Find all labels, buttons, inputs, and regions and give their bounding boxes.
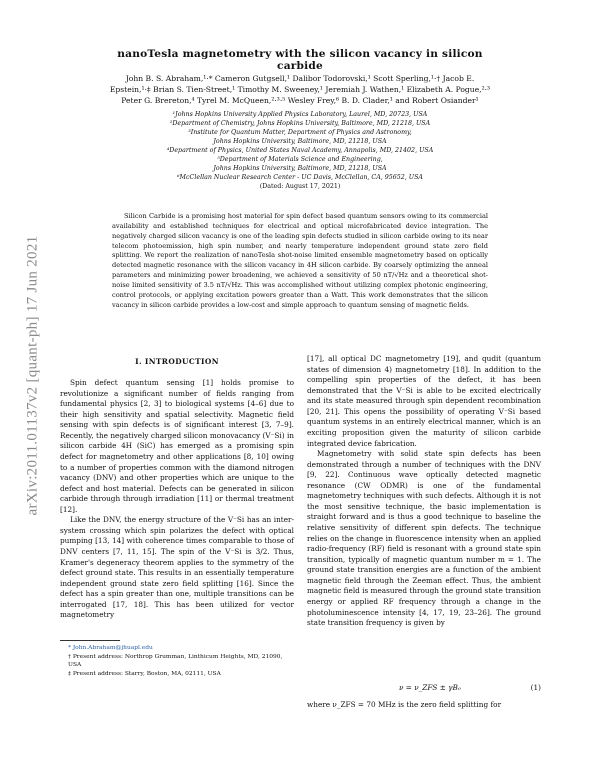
- affiliation-line: ⁴Department of Physics, United States Naval Academy, Annapolis, MD, 21402, USA: [166, 147, 434, 154]
- affiliation-line: ¹Johns Hopkins University Applied Physics Laboratory, Laurel, MD, 20723, USA: [172, 111, 428, 118]
- right-column: [307, 354, 541, 629]
- dated-line: (Dated: August 17, 2021): [259, 183, 341, 190]
- affiliation-line: Johns Hopkins University, Baltimore, MD, 21218, USA: [213, 138, 387, 145]
- equation-text: ν = ν_ZFS ± γB₀: [399, 683, 461, 692]
- arxiv-identifier: arXiv:2011.01137v2 [quant-ph] 17 Jun 2021: [24, 235, 41, 515]
- abstract: Silicon Carbide is a promising host material for spin defect based quantum sensors owing to its commercial availability and established techniques for electrical and optical microfabricated device integration. The negatively charged silicon vacancy is one of the leading spin defects studied in silicon carbide owing to its near telecom photoemission, high spin number, and nearly temperature independent ground state zero field splitting. We report the realization of nanoTesla shot-noise limited ensemble magnetometry based on optically detected magnetic resonance with the silicon vacancy in 4H silicon carbide. By coarsely optimizing the anneal parameters and minimizing power broadening, we achieved a sensitivity of 50 nT/√Hz and a theoretical shot-noise limited sensitivity of 3.5 nT/√Hz. This was accomplished without utilizing complex photonic engineering, control protocols, or applying excitation powers greater than a Watt. This work demonstrates that the silicon vacancy in silicon carbide provides a low-cost and simple approach to quantum sensing of magnetic fields.: [112, 212, 488, 309]
- affiliation-line: ⁶McClellan Nuclear Research Center - UC Davis, McClellan, CA, 95652, USA: [177, 174, 423, 181]
- footnote-rule: [60, 640, 120, 641]
- affiliation-line: Johns Hopkins University, Baltimore, MD, 21218, USA: [213, 165, 387, 172]
- affiliation-line: ⁵Department of Materials Science and Engineering,: [217, 156, 383, 163]
- section-heading: I. INTRODUCTION: [135, 357, 219, 366]
- body-paragraph-tail: where ν_ZFS = 70 MHz is the zero field splitting for: [307, 700, 502, 709]
- body-paragraph: Spin defect quantum sensing [1] holds promise to revolutionize a significant number of fields ranging from fundamental physics [2, 3] to biological systems [4–6] due to their high sensitivity and spatial selectivity. Magnetic field sensing with spin defects is of significant interest [3, 7–9]. Recently, the negatively charged silicon monovacancy (V⁻Si) in silicon carbide 4H (SiC) has emerged as a promising spin defect for magnetometry and other applications [8, 10] owing to a number of properties common with the diamond nitrogen vacancy (DNV) and other properties which are unique to the defect and host material. Defects can be generated in silicon carbide through through irradiation [11] or thermal treatment [12].: [60, 378, 294, 514]
- author-line: Epstein,¹·‡ Brian S. Tien-Street,¹ Timothy M. Sweeney,¹ Jeremiah J. Wathen,¹ Elizabeth A. Pogue,²·³: [109, 85, 491, 94]
- author-line: Peter G. Brereton,⁴ Tyrel M. McQueen,²·³·⁵ Wesley Frey,⁶ B. D. Clader,¹ and Robert Osiander¹: [121, 96, 479, 105]
- left-column: [60, 378, 294, 621]
- affiliation-line: ³Institute for Quantum Matter, Department of Physics and Astronomy,: [188, 129, 412, 136]
- arxiv-sidebar-stamp: [17, 170, 49, 580]
- footnote: † Present address: Northrop Grumman, Linthicum Heights, MD, 21090, USA: [68, 653, 283, 668]
- footnote: ‡ Present address: Starry, Boston, MA, 02111, USA: [68, 670, 221, 677]
- footnote-email-link[interactable]: * John.Abraham@jhuapl.edu: [68, 645, 153, 651]
- footnotes: [60, 644, 294, 678]
- equation-number: (1): [530, 683, 541, 692]
- affiliation-list: [80, 110, 520, 191]
- paper-title: nanoTesla magnetometry with the silicon vacancy in silicon carbide: [117, 48, 483, 72]
- affiliation-line: ²Department of Chemistry, Johns Hopkins University, Baltimore, MD, 21218, USA: [169, 120, 431, 127]
- body-paragraph: [17], all optical DC magnetometry [19], and qudit (quantum states of dimension 4) magnetometry [18]. In addition to the compelling spin properties of the defect, it has been demonstrated that the V⁻Si is able to be excited electrically and its state measured through spin dependent recombination [20, 21]. This opens the possibility of operating V⁻Si based quantum systems in an entirely electrical manner, which is an exciting proposition given the maturity of silicon carbide integrated device fabrication.: [307, 354, 541, 448]
- author-list: [80, 73, 520, 106]
- author-line: John B. S. Abraham,¹·* Cameron Gutgsell,¹ Dalibor Todorovski,¹ Scott Sperling,¹·† Jacob E.: [125, 74, 475, 83]
- body-paragraph: Like the DNV, the energy structure of the V⁻Si has an inter-system crossing which spin polarizes the defect with optical pumping [13, 14] with coherence times comparable to those of DNV centers [7, 11, 15]. The spin of the V⁻Si is 3/2. Thus, Kramer's degeneracy theorem applies to the symmetry of the defect ground state. This results in an essentially temperature independent ground state zero field splitting [16]. Since the defect has a spin greater than one, multiple transitions can be interrogated [17, 18]. This has been utilized for vector magnetometry: [60, 515, 294, 620]
- body-paragraph: Magnetometry with solid state spin defects has been demonstrated through a number of techniques with the DNV [9, 22]. Continuous wave optically detected magnetic resonance (CW ODMR) is one of the fundamental magnetometry techniques with such defects. Although it is not the most sensitive technique, the basic implementation is straight forward and is thus a good technique to baseline the relative sensitivity of different spin defects. The technique relies on the change in fluorescence intensity when an applied radio-frequency (RF) field is resonant with a ground state spin transition, typically of magnetic quantum number m = 1. The ground state transition energies are a function of the ambient magnetic field through the Zeeman effect. Thus, the ambient magnetic field is measured through the ground state transition energy or applied RF frequency through a change in the photoluminescence intensity [4, 17, 19, 23–26]. The ground state transition frequency is given by: [307, 449, 541, 628]
